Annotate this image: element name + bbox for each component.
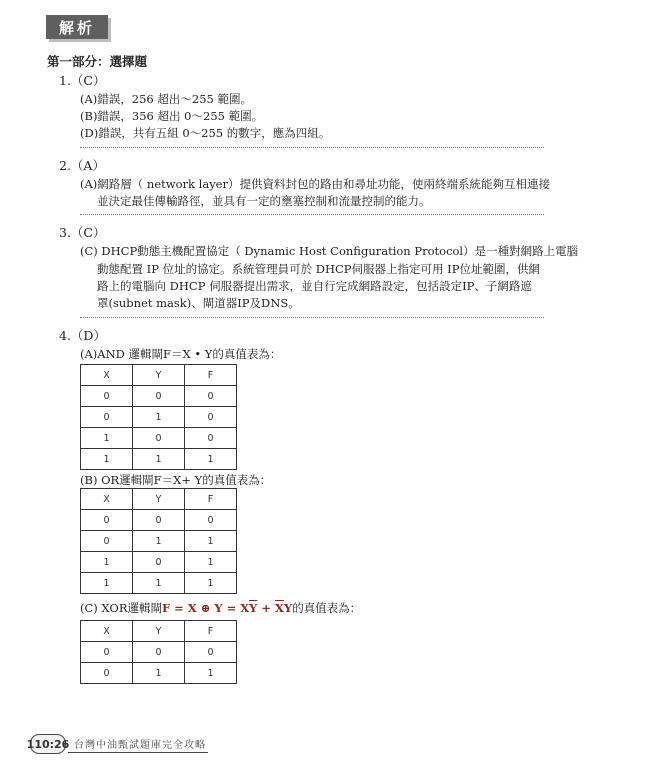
q1-line: (D)錯誤，共有五組 0～255 的數字，應為四組。 [80,126,331,140]
table-cell: 0 [185,510,237,531]
page-footer [26,732,206,756]
header-cell: F [185,365,237,386]
table-cell: 1 [185,552,237,573]
section-badge: 解析 [46,15,108,39]
section-title: 第一部分：選擇題 [47,54,148,69]
table-row [81,428,237,449]
xor-formula [162,601,292,615]
xor-caption-prefix: (C) XOR邏輯閘 [80,601,162,615]
book-title: 台灣中油甄試題庫完全攻略 [74,740,206,751]
question-3-answer: 3.（C） [59,225,106,240]
table-cell: 0 [81,642,133,663]
formula-part: $\overline{Y}$ [249,601,258,615]
xor-truth-table [80,620,237,684]
table-cell: 1 [185,573,237,594]
table-cell: 0 [133,642,185,663]
table-cell: 0 [81,386,133,407]
q3-line: 動態配置 IP 位址的協定。系統管理員可於 DHCP伺服器上指定可用 IP位址範圍，供網 [97,262,540,276]
formula-part: $\overline{X}$ [275,601,284,615]
table-header-row [81,489,237,510]
table-cell: 1 [81,552,133,573]
table-cell: 0 [133,386,185,407]
separator [80,214,544,215]
header-cell: Y [133,621,185,642]
table-cell: 0 [185,428,237,449]
separator [80,147,544,148]
header-cell: F [185,489,237,510]
header-cell: F [185,621,237,642]
and-caption: (A)AND 邏輯閘F＝X • Y的真值表為： [80,347,282,361]
table-cell: 1 [133,663,185,684]
header-cell: Y [133,365,185,386]
table-cell: 0 [133,510,185,531]
table-cell: 0 [185,642,237,663]
formula-part: + [257,601,276,615]
table-row [81,531,237,552]
table-cell: 1 [81,573,133,594]
table-cell: 1 [185,663,237,684]
table-row [81,510,237,531]
q3-line: 罩(subnet mask)、閘道器IP及DNS。 [97,296,300,310]
q1-line: (B)錯誤，356 超出 0～255 範圍。 [80,109,264,123]
question-1-answer: 1.（C） [59,73,106,88]
header-cell: Y [133,489,185,510]
table-header-row [81,365,237,386]
q3-line: 路上的電腦向 DHCP 伺服器提出需求，並自行完成網路設定，包括設定IP、子網路遮 [97,279,532,293]
q2-line: 並決定最佳傳輸路徑，並具有一定的壅塞控制和流量控制的能力。 [97,194,431,208]
table-cell: 1 [185,531,237,552]
table-cell: 1 [133,573,185,594]
table-cell: 0 [133,552,185,573]
xor-caption [80,600,361,616]
table-cell: 0 [81,510,133,531]
table-cell: 1 [81,428,133,449]
question-4-answer: 4.（D） [59,328,106,343]
table-cell: 1 [185,449,237,470]
table-cell: 1 [133,531,185,552]
table-cell: 0 [133,428,185,449]
formula-part: F = X ⊕ Y = X [162,601,250,615]
footer-rule [68,752,208,753]
table-row [81,642,237,663]
question-2-answer: 2.（A） [59,158,105,173]
q1-line: (A)錯誤，256 超出～255 範圍。 [80,92,252,106]
xor-caption-suffix: 的真值表為： [292,601,362,615]
header-cell: X [81,489,133,510]
table-cell: 0 [185,386,237,407]
table-cell: 0 [81,663,133,684]
table-row [81,386,237,407]
table-row [81,449,237,470]
page-number: 110:26 [30,734,66,754]
table-cell: 1 [81,449,133,470]
table-cell: 0 [81,407,133,428]
formula-part: Y [283,601,293,615]
table-cell: 1 [133,407,185,428]
table-header-row [81,621,237,642]
header-cell: X [81,621,133,642]
q2-line: (A)網路層（ network layer）提供資料封包的路由和尋址功能，使兩終端系統能夠互相連接 [80,177,550,191]
separator [80,317,544,318]
table-row [81,573,237,594]
and-truth-table [80,364,237,470]
or-caption: (B) OR邏輯閘F＝X+ Y的真值表為： [80,473,272,487]
table-cell: 0 [81,531,133,552]
table-cell: 0 [185,407,237,428]
q3-line: (C) DHCP動態主機配置協定（ Dynamic Host Configuration Protocol）是一種對網路上電腦 [80,244,579,258]
header-cell: X [81,365,133,386]
table-row [81,552,237,573]
table-cell: 1 [133,449,185,470]
or-truth-table [80,488,237,594]
table-row [81,407,237,428]
table-row [81,663,237,684]
